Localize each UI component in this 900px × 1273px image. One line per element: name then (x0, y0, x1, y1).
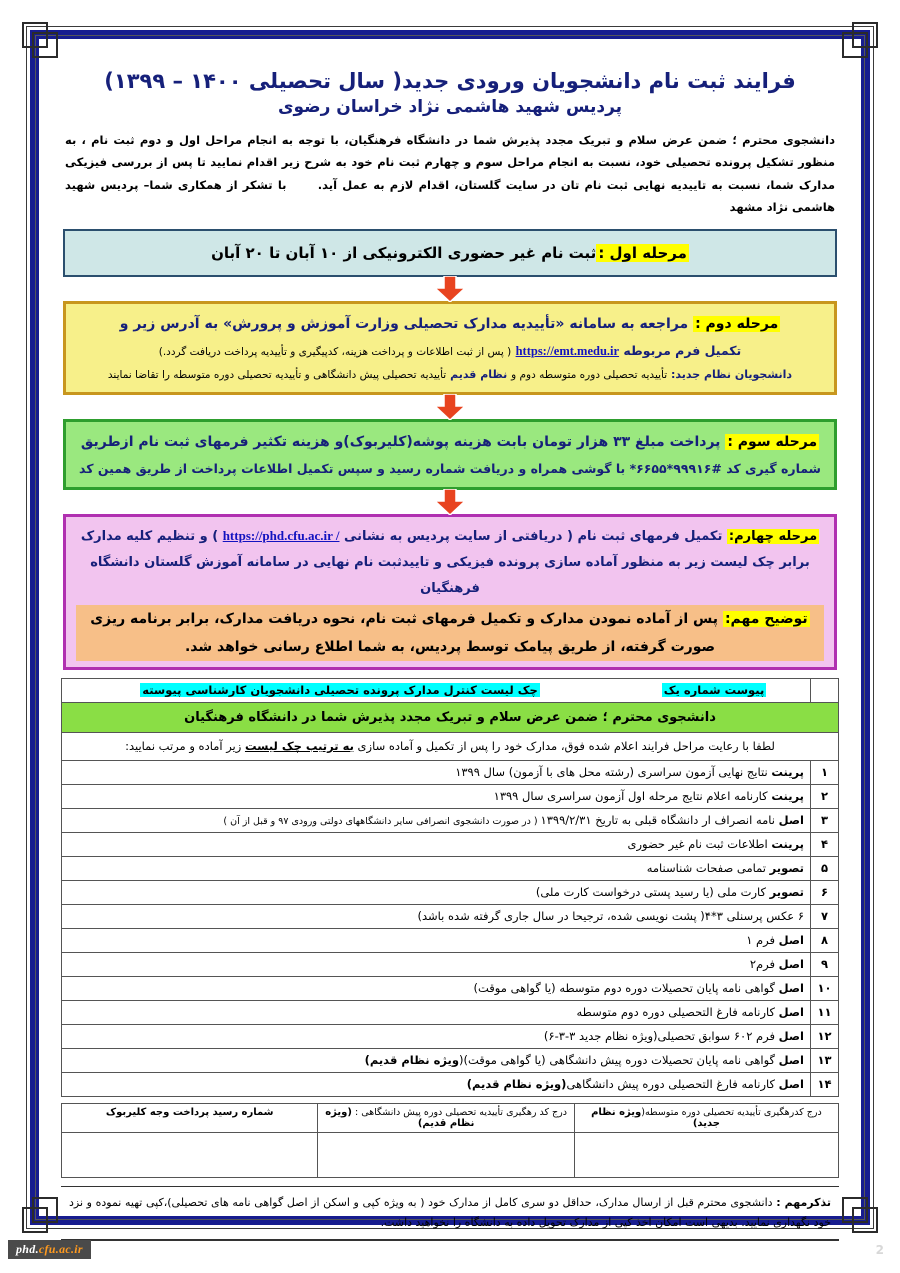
intro-lead: دانشجوی محترم ؛ (732, 133, 835, 147)
row-document-label (62, 784, 811, 808)
stage-four-line1-a: تکمیل فرمهای ثبت نام ( دریافتی از سایت پردیس به نشانی (344, 528, 723, 544)
row-document-type: تصویر (769, 885, 804, 900)
code-col-right-header (574, 1103, 838, 1132)
stage-two-line3-b: تأییدیه تحصیلی پیش دانشگاهی و تأییدیه تحصیلی دوره متوسطه را تقاضا نمایند (107, 368, 447, 381)
code-col-mid-pre: درج کد رهگیری تأییدیه تحصیلی دوره پیش دانشگاهی : (354, 1106, 567, 1118)
row-document-text: فرم ۶۰۲ سوابق تحصیلی(ویژه نظام جدید ۳-۳-۶) (543, 1029, 776, 1044)
table-row (62, 1024, 839, 1048)
row-document-type: پرینت (771, 789, 804, 804)
row-number: ۲ (811, 784, 839, 808)
row-document-label (62, 1024, 811, 1048)
code-col-left-header (62, 1103, 318, 1132)
stage-three-line1 (76, 428, 824, 456)
attachment-number-text: پیوست شماره یک (663, 683, 765, 698)
row-document-type: اصل (778, 1029, 804, 1044)
stage-four-label: مرحله چهارم: (728, 528, 818, 544)
code-col-right-pre: درج کدرهگیری تأییدیه تحصیلی دوره متوسطه( (641, 1106, 822, 1118)
row-number: ۱۳ (811, 1048, 839, 1072)
row-document-text: فرم۲ (749, 957, 776, 972)
table-row (62, 832, 839, 856)
row-document-label (62, 1000, 811, 1024)
code-table-header-row (62, 1103, 839, 1132)
code-col-mid-bold: (ویژه نظام قدیم) (325, 1106, 475, 1129)
row-number: ۸ (811, 928, 839, 952)
row-document-label (62, 880, 811, 904)
instruction-row (62, 732, 839, 760)
row-number: ۷ (811, 904, 839, 928)
arrow-stage-three-to-four-wrap (61, 490, 839, 514)
intro-closing: با تشکر از همکاری شما– پردیس شهید هاشمی نژاد مشهد (65, 177, 835, 215)
stage-two-line2-pre: تکمیل فرم مربوطه (623, 342, 742, 358)
row-document-label (62, 808, 811, 832)
table-row (62, 808, 839, 832)
stage-two-line2-note: ( پس از ثبت اطلاعات و پرداخت هزینه، کدپیگیری و تأییدیه پرداخت دریافت گردد.) (158, 345, 512, 358)
row-document-text: اطلاعات ثبت نام غیر حضوری (627, 837, 768, 852)
checklist-title (62, 679, 618, 702)
row-document-label (62, 904, 811, 928)
down-arrow-icon (433, 489, 467, 515)
greeting-cell: دانشجوی محترم ؛ ضمن عرض سلام و تبریک مجدد پذیرش شما در دانشگاه فرهنگیان (62, 702, 839, 732)
row-number: ۳ (811, 808, 839, 832)
down-arrow-icon (433, 394, 467, 420)
row-number: ۱ (811, 760, 839, 784)
code-input-left[interactable] (62, 1132, 318, 1177)
stage-four-note (76, 605, 824, 661)
table-row (62, 952, 839, 976)
row-number: ۶ (811, 880, 839, 904)
intro-body: ضمن عرض سلام و تبریک مجدد پذیرش شما در دانشگاه فرهنگیان، با توجه به انجام مراحل اول و دوم ثبت نام ، به منظور تشکیل پرونده تحصیلی خود، نسبت به انجام مراحل سوم و چهارم ثبت نام خود به شرح زیر اقدام نمایید تا پس از بررسی فیزیکی مدارک شما، نسبت به تاییدیه نهایی ثبت نام تان در سایت گلستان، اقدام لازم به عمل آید. (65, 133, 835, 192)
document-content (39, 39, 861, 1230)
row-document-text: تمامی صفحات شناسنامه (646, 861, 766, 876)
page-title: فرایند ثبت نام دانشجویان ورودی جدید( سال تحصیلی ۱۴۰۰ – ۱۳۹۹) (104, 69, 796, 93)
row-document-text: گواهی نامه پایان تحصیلات دوره دوم متوسطه (یا گواهی موقت) (473, 981, 776, 996)
table-row (62, 784, 839, 808)
table-row (62, 760, 839, 784)
checklist-title-text: چک لیست کنترل مدارک پرونده تحصیلی دانشجویان کارشناسی پیوسته (142, 683, 538, 698)
attachment-header-cell (62, 678, 811, 702)
phd-cfu-link[interactable]: https://phd.cfu.ac.ir / (222, 527, 340, 543)
row-document-type: اصل (778, 957, 804, 972)
stage-three-line2: شماره گیری کد #۹۹۹۱۶*۶۶۵۵* با گوشی همراه و دریافت شماره رسید و سپس تکمیل اطلاعات پرداخت از طریق همین کد (79, 460, 821, 476)
stage-three-label: مرحله سوم : (727, 433, 818, 450)
code-table-input-row (62, 1132, 839, 1177)
arrow-stage-one-to-two-wrap (61, 277, 839, 301)
row-document-label (62, 976, 811, 1000)
row-number: ۱۴ (811, 1072, 839, 1096)
row-document-text: نتایج نهایی آزمون سراسری (رشته محل های با آزمون) سال ۱۳۹۹ (455, 765, 768, 780)
code-input-right[interactable] (574, 1132, 838, 1177)
stage-four-box (63, 514, 837, 670)
row-document-type: اصل (778, 933, 804, 948)
stage-three-box (63, 419, 837, 490)
row-document-text: ۶ عکس پرسنلی ۳*۴( پشت نویسی شده، ترجیحا در سال جاری گرفته شده باشد) (417, 909, 804, 924)
stage-two-label: مرحله دوم : (695, 315, 779, 332)
stage-three-line1-text: پرداخت مبلغ ۳۳ هزار تومان بابت هزینه پوشه(کلیربوک)و هزینه تکثیر فرمهای ثبت نام ازطریق (80, 433, 721, 450)
stage-four-note-label: توضیح مهم: (724, 610, 808, 627)
arrow-stage-two-to-three-wrap (61, 395, 839, 419)
row-document-label (62, 928, 811, 952)
row-document-type: اصل (778, 1077, 804, 1092)
checklist-table (61, 678, 839, 1097)
row-document-label (62, 952, 811, 976)
stage-four-note-text: پس از آماده نمودن مدارک و تکمیل فرمهای ثبت نام، نحوه دریافت مدارک، برابر برنامه ریزی صورت گرفته، از طریق پیامک توسط پردیس، به شما اطلاع رسانی خواهد شد. (90, 610, 719, 655)
row-number: ۴ (811, 832, 839, 856)
row-document-note: ( در صورت دانشجوی انصرافی سایر دانشگاههای دولتی ورودی ۹۷ و قبل از آن ) (223, 816, 541, 828)
row-document-label (62, 832, 811, 856)
stage-four-line2: برابر چک لیست زیر به منظور آماده سازی پرونده فیزیکی و تاییدثبت نام نهایی در سامانه آموزش گلستان دانشگاه فرهنگیان (90, 554, 810, 596)
table-row (62, 1072, 839, 1096)
row-number: ۵ (811, 856, 839, 880)
page-subtitle: پردیس شهید هاشمی نژاد خراسان رضوی (277, 97, 623, 117)
table-row (62, 928, 839, 952)
site-url-badge (8, 1240, 91, 1259)
stage-two-line1 (76, 310, 824, 338)
code-col-left-bold: شماره رسید پرداخت وجه کلیربوک (105, 1106, 274, 1118)
row-document-text: کارت ملی (یا رسید پستی درخواست کارت ملی) (535, 885, 766, 900)
instruction-highlight: به ترتیب چک لیست (244, 739, 354, 754)
row-document-text: کارنامه فارغ التحصیلی دوره دوم متوسطه (576, 1005, 776, 1020)
stage-two-line1-text: مراجعه به سامانه «تأییدیه مدارک تحصیلی وزارت آموزش و پرورش» به آدرس زیر و (119, 315, 689, 332)
important-note-label: تذکرمهم : (776, 1195, 832, 1209)
row-document-type: تصویر (769, 861, 804, 876)
code-col-mid-header (318, 1103, 574, 1132)
intro-paragraph (65, 129, 835, 219)
table-row (62, 1048, 839, 1072)
row-document-text: نامه انصراف ار دانشگاه قبلی به تاریخ ۱۳۹۹/۲/۳۱ (540, 813, 776, 828)
code-col-right-bold: ویژه نظام جدید) (591, 1106, 720, 1129)
greeting-row (62, 702, 839, 732)
stage-two-line3-bold2: نظام قدیم (450, 367, 508, 381)
row-document-type: اصل (778, 813, 804, 828)
instruction-post: زیر آماده و مرتب نمایید: (125, 739, 242, 754)
site-url-prefix: phd. (16, 1242, 39, 1256)
code-entry-table (61, 1103, 839, 1178)
table-row (62, 856, 839, 880)
row-document-text: کارنامه فارغ التحصیلی دوره پیش دانشگاهی (566, 1077, 776, 1092)
stage-four-line1-b: ) و تنظیم کلیه مدارک (80, 528, 219, 544)
row-document-text: گواهی نامه پایان تحصیلات دوره پیش دانشگاهی (یا گواهی موقت)( (459, 1053, 776, 1068)
row-document-tail: ویژه نظام قدیم) (364, 1053, 460, 1068)
row-document-label (62, 760, 811, 784)
attachment-blank-cell (811, 678, 839, 702)
page-number: 2 (875, 1243, 884, 1257)
stage-two-line3-a: تأییدیه تحصیلی دوره متوسطه دوم و (511, 368, 668, 381)
attachment-number-label (618, 679, 810, 702)
instruction-pre: لطفا با رعایت مراحل فرایند اعلام شده فوق، مدارک خود را پس از تکمیل و آماده سازی (357, 739, 775, 754)
stage-two-line3 (76, 364, 824, 386)
instruction-cell (62, 732, 839, 760)
row-document-tail: (ویژه نظام قدیم) (466, 1077, 567, 1092)
row-document-label (62, 1048, 811, 1072)
row-number: ۱۱ (811, 1000, 839, 1024)
stage-two-box (63, 301, 837, 395)
important-note-text: دانشجوی محترم قبل از ارسال مدارک، حداقل دو سری کامل از مدارک خود ( به ویژه کپی و اسکن از اصل گواهی نامه های تحصیلی)،کپی تهیه نموده و نزد خود نگهداری نمایید. بدیهی است امکان اخذ کپی از مدارک تحویل داده به دانشگاه را نخواهید داشت. (69, 1195, 831, 1230)
code-input-mid[interactable] (318, 1132, 574, 1177)
row-number: ۱۰ (811, 976, 839, 1000)
stage-one-box (63, 229, 837, 277)
checklist-row-container (62, 760, 839, 1096)
row-document-type: اصل (778, 1005, 804, 1020)
stage-one-text: ثبت نام غیر حضوری الکترونیکی از ۱۰ آبان تا ۲۰ آبان (211, 243, 597, 262)
emt-medu-link[interactable]: https://emt.medu.ir (515, 343, 620, 358)
table-row (62, 1000, 839, 1024)
row-number: ۱۲ (811, 1024, 839, 1048)
table-row (62, 976, 839, 1000)
table-row (62, 880, 839, 904)
row-number: ۹ (811, 952, 839, 976)
page-border-frame (30, 30, 870, 1230)
row-document-type: پرینت (771, 837, 804, 852)
stage-four-line1 (76, 523, 824, 550)
row-document-text: فرم ۱ (746, 933, 776, 948)
row-document-text: کارنامه اعلام نتایج مرحله اول آزمون سراسری سال ۱۳۹۹ (493, 789, 768, 804)
row-document-type: پرینت (771, 765, 804, 780)
table-row (62, 904, 839, 928)
stage-two-line3-bold: دانشجویان نظام جدید: (671, 367, 793, 381)
stage-two-line2 (76, 338, 824, 364)
attachment-header-row (62, 678, 839, 702)
site-url-suffix: cfu.ac.ir (38, 1242, 83, 1256)
row-document-label (62, 856, 811, 880)
row-document-type: اصل (778, 1053, 804, 1068)
down-arrow-icon (433, 276, 467, 302)
stage-one-label: مرحله اول : (598, 243, 687, 262)
row-document-label (62, 1072, 811, 1096)
row-document-type: اصل (778, 981, 804, 996)
important-note-box (61, 1186, 839, 1242)
